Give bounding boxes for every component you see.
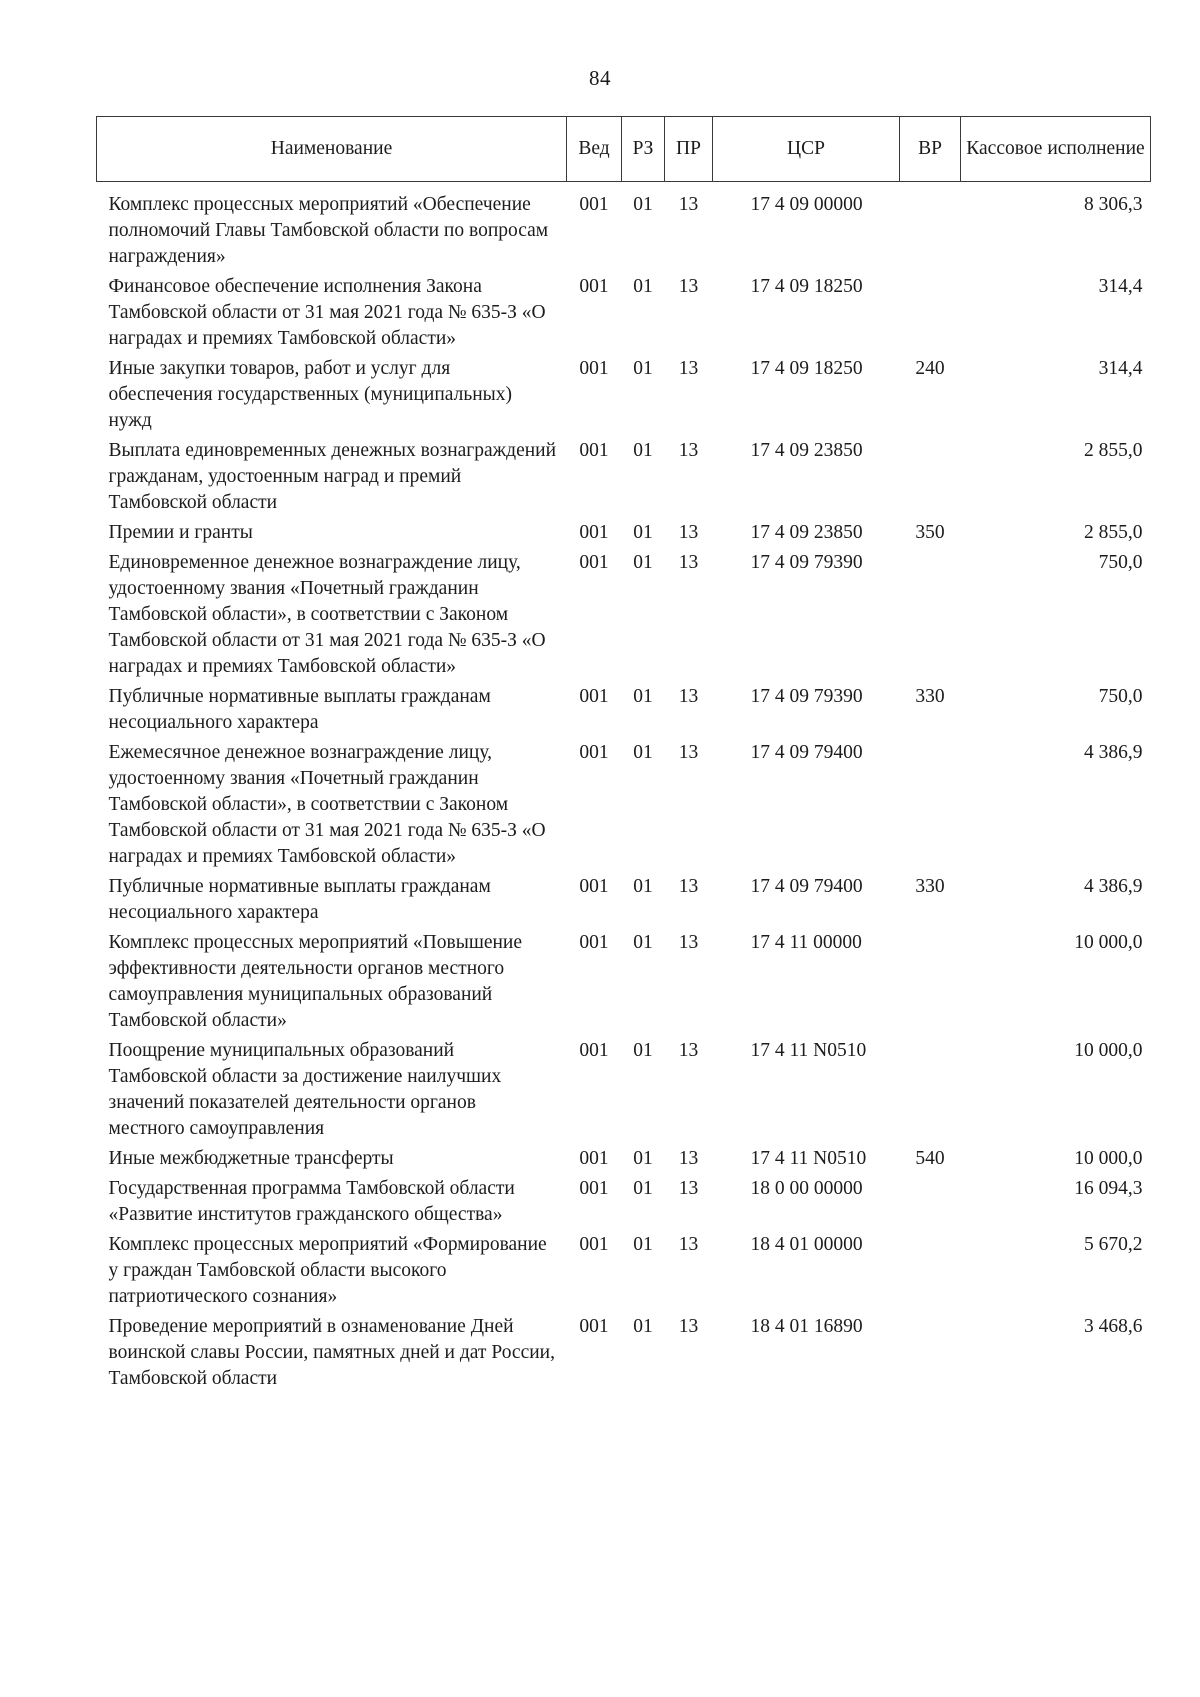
row-pr: 13	[678, 358, 699, 379]
row-name: Комплекс процессных мероприятий «Повышение эффективности деятельности органов местного самоуправления муниципальных образований Тамбовской области»	[108, 932, 523, 1031]
row-csr: 17 4 09 79390	[750, 552, 863, 573]
table-row	[97, 737, 1151, 871]
header-csr: ЦСР	[713, 117, 900, 182]
row-rz: 01	[633, 194, 653, 215]
row-sum: 314,4	[1098, 276, 1143, 297]
table-row	[97, 547, 1151, 681]
row-pr: 13	[678, 194, 699, 215]
row-csr: 17 4 11 00000	[750, 932, 862, 953]
row-sum: 5 670,2	[1084, 1234, 1143, 1255]
row-vr	[900, 271, 961, 353]
row-vr: 240	[915, 358, 945, 379]
row-ved: 001	[579, 522, 609, 543]
row-rz: 01	[633, 440, 653, 461]
row-name: Выплата единовременных денежных вознаграждений гражданам, удостоенным наград и премий Тамбовской области	[108, 440, 557, 513]
row-ved: 001	[579, 552, 609, 573]
row-rz: 01	[633, 358, 653, 379]
row-name: Ежемесячное денежное вознаграждение лицу, удостоенному звания «Почетный гражданин Тамбовской области», в соответствии с Законом Тамбовской области от 31 мая 2021 года № 635-З «О наградах и премиях Тамбовской области»	[108, 742, 546, 867]
row-sum: 4 386,9	[1084, 876, 1143, 897]
header-rz: РЗ	[622, 117, 665, 182]
row-vr	[900, 1311, 961, 1393]
header-sum: Кассовое исполнение	[961, 117, 1151, 182]
row-csr: 18 4 01 00000	[750, 1234, 863, 1255]
budget-table	[96, 116, 1151, 1393]
header-pr: ПР	[665, 117, 713, 182]
row-vr	[900, 182, 961, 272]
row-vr: 330	[915, 876, 945, 897]
row-csr: 17 4 11 N0510	[750, 1040, 867, 1061]
row-sum: 8 306,3	[1084, 194, 1143, 215]
row-ved: 001	[579, 686, 609, 707]
row-vr: 540	[915, 1148, 945, 1169]
row-vr	[900, 737, 961, 871]
row-csr: 17 4 11 N0510	[750, 1148, 867, 1169]
header-name: Наименование	[97, 117, 567, 182]
row-name: Иные межбюджетные трансферты	[108, 1148, 394, 1169]
row-csr: 17 4 09 23850	[750, 440, 863, 461]
row-ved: 001	[579, 932, 609, 953]
header-ved: Вед	[567, 117, 622, 182]
row-name: Публичные нормативные выплаты гражданам несоциального характера	[108, 686, 491, 733]
row-pr: 13	[678, 522, 699, 543]
row-sum: 314,4	[1098, 358, 1143, 379]
table-row	[97, 517, 1151, 547]
row-vr	[900, 1229, 961, 1311]
row-csr: 17 4 09 00000	[750, 194, 863, 215]
row-vr	[900, 547, 961, 681]
row-ved: 001	[579, 1316, 609, 1337]
row-rz: 01	[633, 1148, 653, 1169]
row-ved: 001	[579, 276, 609, 297]
row-rz: 01	[633, 1316, 653, 1337]
row-rz: 01	[633, 686, 653, 707]
row-sum: 750,0	[1098, 552, 1143, 573]
row-csr: 17 4 09 79390	[750, 686, 863, 707]
row-csr: 17 4 09 79400	[750, 742, 863, 763]
row-vr	[900, 927, 961, 1035]
row-pr: 13	[678, 742, 699, 763]
row-pr: 13	[678, 552, 699, 573]
row-pr: 13	[678, 1234, 699, 1255]
row-name: Единовременное денежное вознаграждение лицу, удостоенному звания «Почетный гражданин Тамбовской области», в соответствии с Законом Тамбовской области от 31 мая 2021 года № 635-З «О наградах и премиях Тамбовской области»	[108, 552, 546, 677]
row-sum: 10 000,0	[1074, 932, 1143, 953]
row-name: Иные закупки товаров, работ и услуг для обеспечения государственных (муниципальных) нужд	[108, 358, 513, 431]
row-sum: 16 094,3	[1074, 1178, 1143, 1199]
row-name: Государственная программа Тамбовской области «Развитие институтов гражданского общества»	[108, 1178, 515, 1225]
table-row	[97, 1035, 1151, 1143]
table-row	[97, 871, 1151, 927]
row-pr: 13	[678, 1040, 699, 1061]
row-vr	[900, 1173, 961, 1229]
row-pr: 13	[678, 276, 699, 297]
row-pr: 13	[678, 876, 699, 897]
row-pr: 13	[678, 932, 699, 953]
row-name: Комплекс процессных мероприятий «Формирование у граждан Тамбовской области высокого патриотического сознания»	[108, 1234, 547, 1307]
row-ved: 001	[579, 1234, 609, 1255]
table-row	[97, 271, 1151, 353]
row-name: Комплекс процессных мероприятий «Обеспечение полномочий Главы Тамбовской области по вопросам награждения»	[108, 194, 549, 267]
table-row	[97, 1229, 1151, 1311]
row-csr: 17 4 09 79400	[750, 876, 863, 897]
row-pr: 13	[678, 440, 699, 461]
row-rz: 01	[633, 522, 653, 543]
row-sum: 2 855,0	[1084, 440, 1143, 461]
table-row	[97, 927, 1151, 1035]
row-csr: 18 0 00 00000	[750, 1178, 863, 1199]
row-ved: 001	[579, 876, 609, 897]
row-ved: 001	[579, 1148, 609, 1169]
row-name: Публичные нормативные выплаты гражданам несоциального характера	[108, 876, 491, 923]
table-row	[97, 1143, 1151, 1173]
row-csr: 18 4 01 16890	[750, 1316, 863, 1337]
row-name: Поощрение муниципальных образований Тамбовской области за достижение наилучших значений показателей деятельности органов местного самоуправления	[108, 1040, 502, 1139]
row-ved: 001	[579, 742, 609, 763]
row-pr: 13	[678, 1178, 699, 1199]
row-vr	[900, 435, 961, 517]
table-row	[97, 1311, 1151, 1393]
table-row	[97, 681, 1151, 737]
row-name: Проведение мероприятий в ознаменование Дней воинской славы России, памятных дней и дат России, Тамбовской области	[108, 1316, 555, 1389]
row-rz: 01	[633, 1040, 653, 1061]
row-csr: 17 4 09 23850	[750, 522, 863, 543]
row-rz: 01	[633, 276, 653, 297]
header-vr: ВР	[900, 117, 961, 182]
row-rz: 01	[633, 1234, 653, 1255]
row-sum: 4 386,9	[1084, 742, 1143, 763]
row-ved: 001	[579, 1040, 609, 1061]
table-row	[97, 353, 1151, 435]
row-csr: 17 4 09 18250	[750, 358, 863, 379]
row-sum: 750,0	[1098, 686, 1143, 707]
row-pr: 13	[678, 686, 699, 707]
row-ved: 001	[579, 194, 609, 215]
row-ved: 001	[579, 440, 609, 461]
table-row	[97, 182, 1151, 272]
row-vr: 330	[915, 686, 945, 707]
table-row	[97, 435, 1151, 517]
table-header-row	[97, 117, 1151, 182]
row-ved: 001	[579, 358, 609, 379]
row-rz: 01	[633, 1178, 653, 1199]
row-vr	[900, 1035, 961, 1143]
row-ved: 001	[579, 1178, 609, 1199]
row-sum: 3 468,6	[1084, 1316, 1143, 1337]
row-name: Премии и гранты	[108, 522, 253, 543]
row-sum: 2 855,0	[1084, 522, 1143, 543]
table-row	[97, 1173, 1151, 1229]
row-rz: 01	[633, 552, 653, 573]
row-pr: 13	[678, 1148, 699, 1169]
row-rz: 01	[633, 876, 653, 897]
page-number: 84	[589, 66, 611, 90]
row-name: Финансовое обеспечение исполнения Закона Тамбовской области от 31 мая 2021 года № 635-З «О наградах и премиях Тамбовской области»	[108, 276, 546, 349]
row-sum: 10 000,0	[1074, 1040, 1143, 1061]
row-vr: 350	[915, 522, 945, 543]
row-sum: 10 000,0	[1074, 1148, 1143, 1169]
row-rz: 01	[633, 742, 653, 763]
row-rz: 01	[633, 932, 653, 953]
row-csr: 17 4 09 18250	[750, 276, 863, 297]
row-pr: 13	[678, 1316, 699, 1337]
